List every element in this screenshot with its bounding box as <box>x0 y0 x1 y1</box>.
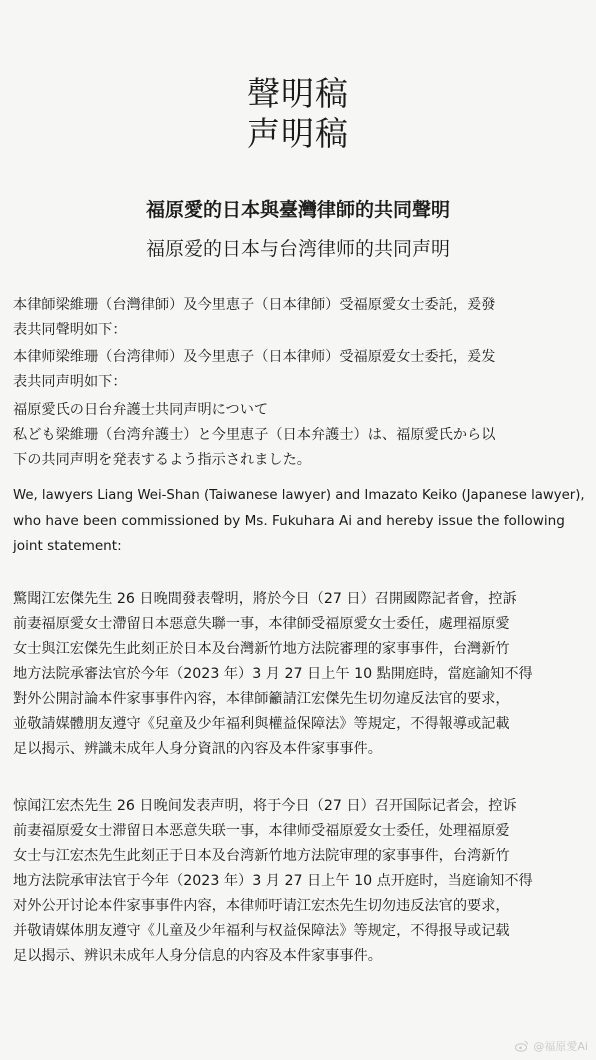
text-line: 對外公開討論本件家事事件內容，本律師籲請江宏傑先生切勿違反法官的要求， <box>13 691 510 707</box>
text-line: 表共同聲明如下： <box>13 322 127 338</box>
weibo-watermark <box>515 1038 588 1054</box>
watermark-text: @福原愛Ai <box>533 1040 588 1053</box>
text-line: 女士与江宏杰先生此刻正于日本及台湾新竹地方法院审理的家事事件，台湾新竹 <box>13 848 510 864</box>
subtitle-simplified: 福原爱的日本与台湾律师的共同声明 <box>145 238 450 260</box>
text-line: 本律師梁維珊（台灣律師）及今里恵子（日本律師）受福原愛女士委託，爰發 <box>13 297 496 313</box>
intro-simplified <box>13 345 585 395</box>
title-traditional: 聲明稿 <box>247 74 349 113</box>
text-line: 表共同声明如下： <box>13 374 127 390</box>
text-line: 对外公开讨论本件家事事件内容，本律师吁请江宏杰先生切勿违反法官的要求， <box>13 898 510 914</box>
text-line: 足以揭示、辨识未成年人身分信息的内容及本件家事事件。 <box>13 948 382 964</box>
text-line: 并敬请媒体朋友遵守《儿童及少年福利与权益保障法》等规定，不得报导或记载 <box>13 923 510 939</box>
text-line: 驚聞江宏傑先生 26 日晚間發表聲明，將於今日（27 日）召開國際記者會，控訴 <box>13 591 517 607</box>
text-line: 惊闻江宏杰先生 26 日晚间发表声明，将于今日（27 日）召开国际记者会，控诉 <box>13 798 517 814</box>
body-traditional <box>13 587 585 762</box>
body-simplified <box>13 794 585 969</box>
text-line: who have been commissioned by Ms. Fukuhara Ai and hereby issue the following <box>13 512 565 529</box>
title-simplified: 声明稿 <box>247 114 349 153</box>
text-line: 下の共同声明を発表するよう指示されました。 <box>13 452 311 468</box>
subtitle-traditional: 福原愛的日本與臺灣律師的共同聲明 <box>145 199 450 221</box>
text-line: 地方法院承審法官於今年（2023 年）3 月 27 日上午 10 點開庭時，當庭諭知不得 <box>13 666 533 682</box>
weibo-logo-icon <box>515 1040 529 1052</box>
intro-english <box>13 483 588 560</box>
text-line: We, lawyers Liang Wei-Shan (Taiwanese lawyer) and Imazato Keiko (Japanese lawyer), <box>13 488 585 503</box>
text-line: 前妻福原愛女士滯留日本惡意失聯一事，本律師受福原愛女士委任，處理福原愛 <box>13 616 510 632</box>
text-line: 女士與江宏傑先生此刻正於日本及台灣新竹地方法院審理的家事事件，台灣新竹 <box>13 641 510 657</box>
intro-japanese <box>13 398 585 473</box>
intro-traditional <box>13 293 585 343</box>
text-line: 前妻福原爱女士滞留日本恶意失联一事，本律师受福原爱女士委任，处理福原爱 <box>13 823 510 839</box>
text-line: 地方法院承审法官于今年（2023 年）3 月 27 日上午 10 点开庭时，当庭谕知不得 <box>13 873 533 889</box>
text-line: joint statement: <box>13 538 122 554</box>
text-line: 足以揭示、辨識未成年人身分資訊的內容及本件家事事件。 <box>13 741 382 757</box>
text-line: 並敬請媒體朋友遵守《兒童及少年福利與權益保障法》等規定，不得報導或記載 <box>13 716 510 732</box>
text-line: 本律师梁维珊（台湾律师）及今里恵子（日本律师）受福原爱女士委托，爰发 <box>13 349 496 365</box>
text-line: 私ども梁維珊（台湾弁護士）と今里恵子（日本弁護士）は、福原愛氏から以 <box>13 427 496 443</box>
text-line: 福原愛氏の日台弁護士共同声明について <box>13 402 269 418</box>
